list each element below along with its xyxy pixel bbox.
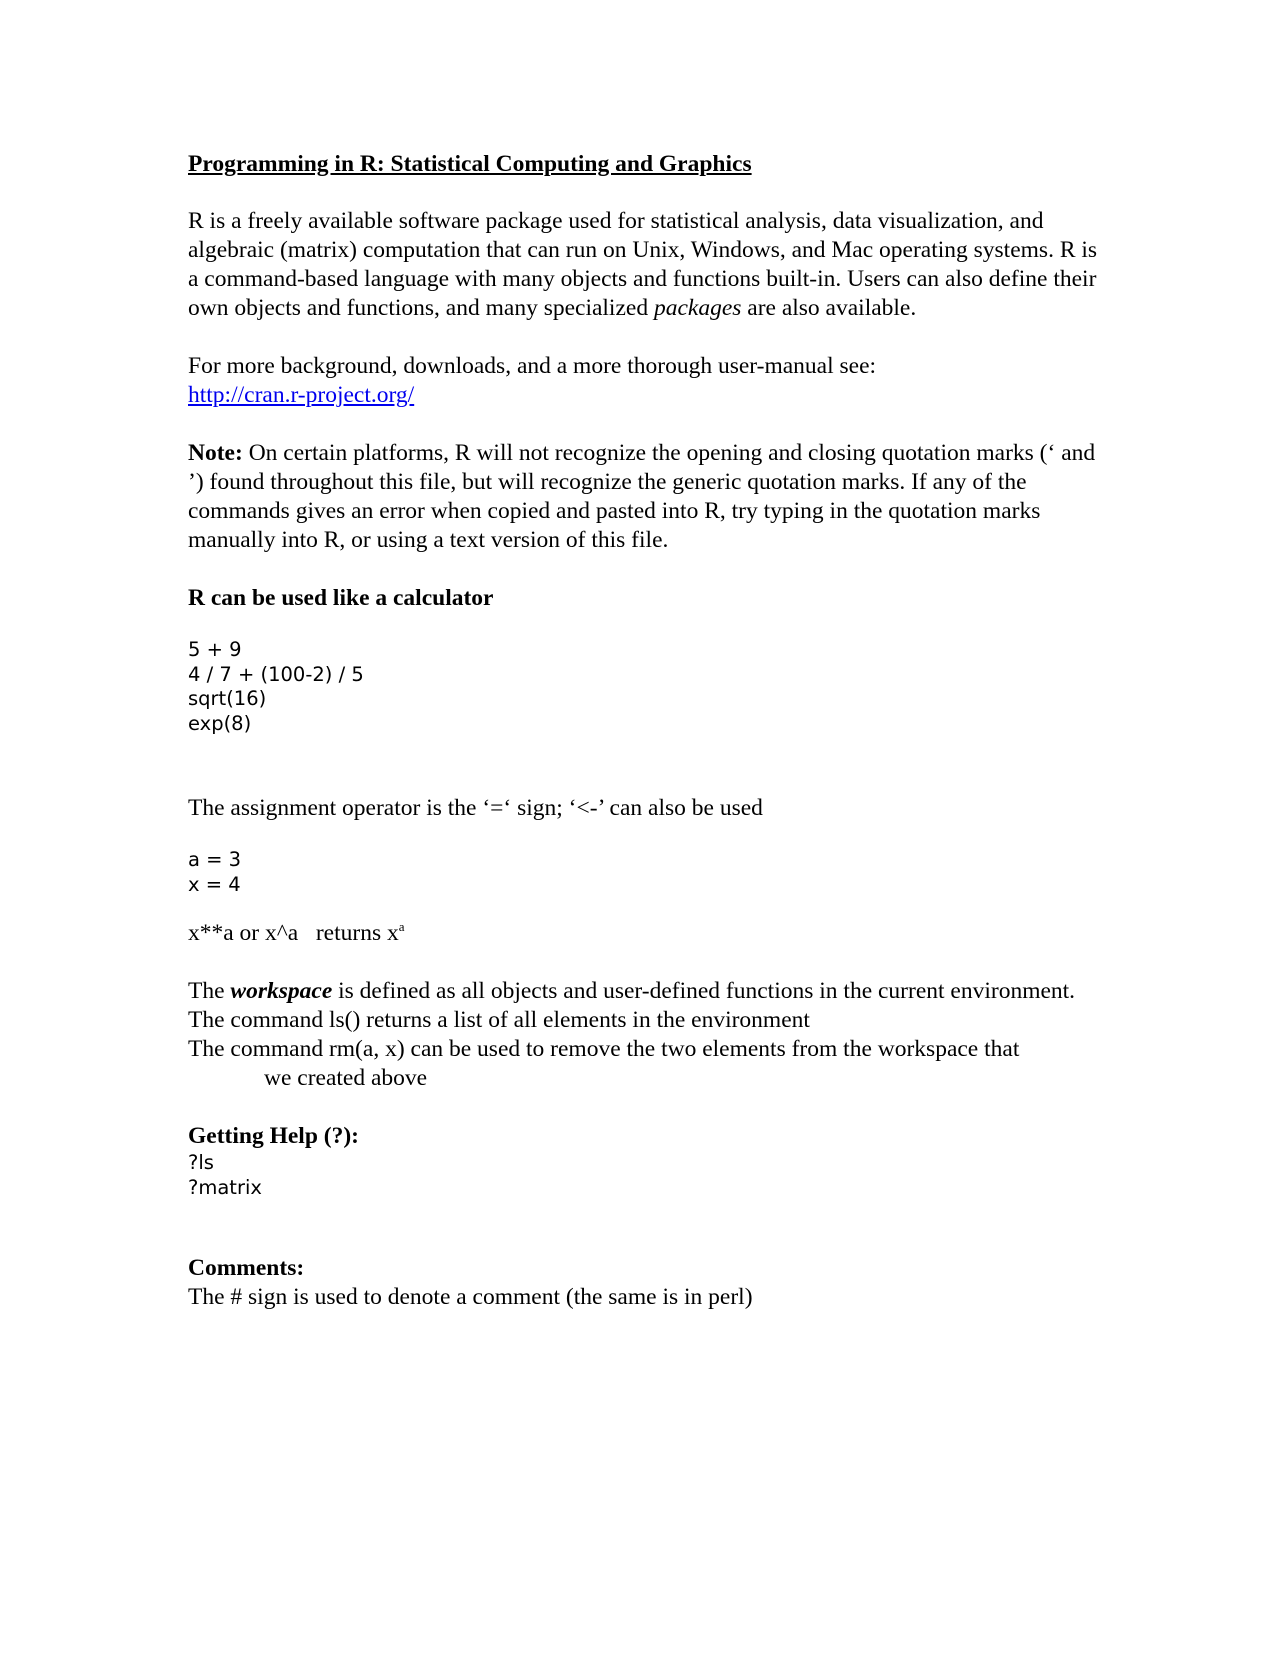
code-line: ?matrix: [188, 1175, 262, 1199]
code-line: x = 4: [188, 872, 241, 896]
background-text: For more background, downloads, and a more thorough user-manual see:: [188, 353, 877, 379]
calculator-heading: R can be used like a calculator: [188, 585, 494, 611]
packages-emphasis: packages: [653, 295, 742, 321]
cran-link[interactable]: http://cran.r-project.org/: [188, 382, 415, 408]
workspace-text-1: The: [188, 978, 231, 1004]
code-line: ?ls: [188, 1151, 214, 1174]
code-line: 4 / 7 + (100-2) / 5: [188, 662, 364, 686]
document-page: [188, 150, 1098, 1312]
power-superscript: a: [398, 919, 405, 935]
code-line: sqrt(16): [188, 687, 267, 710]
note-text: On certain platforms, R will not recognize the opening and closing quotation marks (‘ and ’) found throughout this file, but will recognize the generic quotation marks. If any of the commands gives an error when copied and pasted into R, try typing in the quotation marks manually into R, or using a text version of this file.: [188, 440, 1096, 553]
calculator-code-block: [188, 638, 1098, 736]
intro-paragraph: [188, 207, 1098, 323]
assignment-code-block: [188, 848, 1098, 897]
workspace-paragraph: [188, 977, 1098, 1035]
help-heading: Getting Help (?):: [188, 1123, 359, 1149]
workspace-emphasis: workspace: [230, 978, 333, 1004]
code-line: a = 3: [188, 848, 242, 871]
note-label: Note:: [188, 440, 243, 466]
note-paragraph: [188, 439, 1098, 555]
rm-line-continued: we created above: [264, 1065, 428, 1091]
workspace-text-2: is defined as all objects and user-defined functions in the current environment. The command ls() returns a list of all elements in the environment: [188, 978, 1076, 1033]
intro-text-2: are also available.: [741, 295, 917, 321]
code-line: 5 + 9: [188, 638, 242, 661]
background-paragraph: [188, 352, 1098, 410]
power-line: [188, 919, 1098, 948]
power-text: x**a or x^a returns x: [188, 920, 399, 946]
intro-text-1: R is a freely available software package used for statistical analysis, data visualization, and algebraic (matrix) computation that can run on Unix, Windows, and Mac operating systems. R is a command-based language with many objects and functions built-in. Users can also define their own objects and functions, and many specialized: [188, 208, 1098, 321]
comments-text: The # sign is used to denote a comment (the same is in perl): [188, 1284, 753, 1310]
help-code-block: [188, 1151, 1098, 1200]
rm-line: The command rm(a, x) can be used to remove the two elements from the workspace that: [188, 1036, 1020, 1062]
comments-heading: Comments:: [188, 1255, 305, 1281]
document-title: Programming in R: Statistical Computing and Graphics: [188, 151, 752, 177]
assignment-text: The assignment operator is the ‘=‘ sign; ‘<-’ can also be used: [188, 795, 763, 821]
code-line: exp(8): [188, 711, 252, 735]
